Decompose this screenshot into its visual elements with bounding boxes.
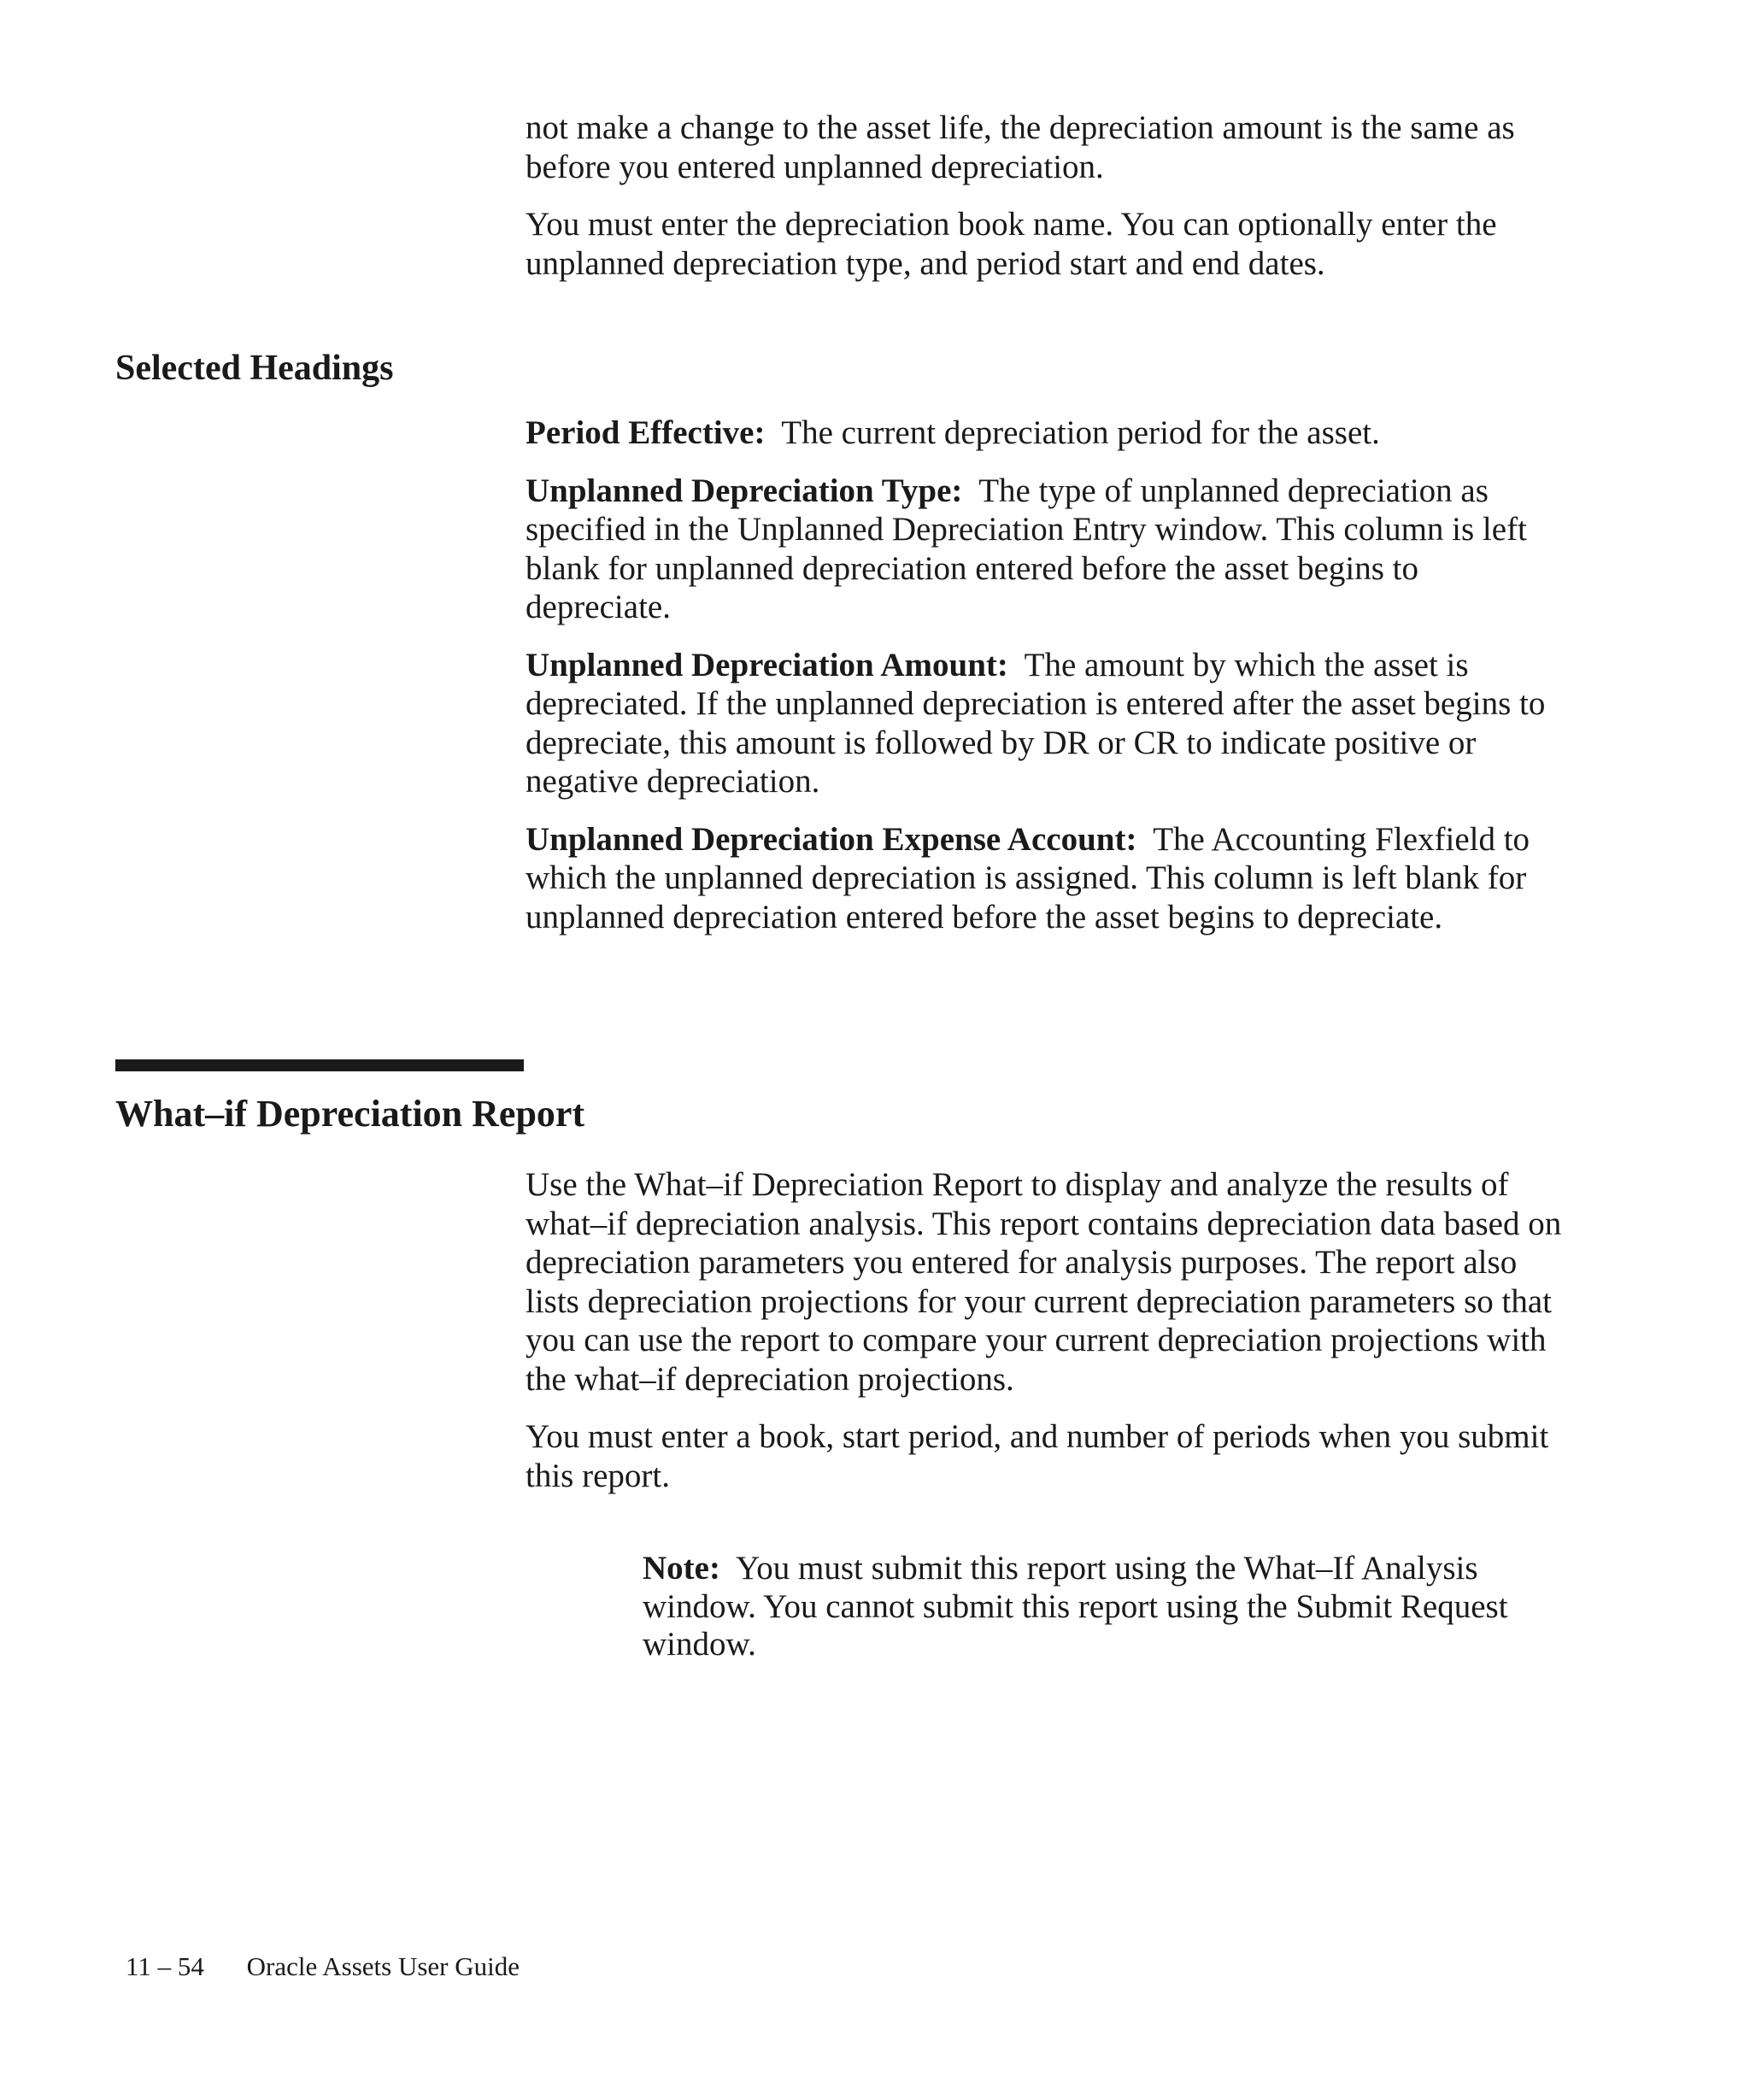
definition-item	[526, 414, 1564, 453]
definition-term: Unplanned Depreciation Type:	[526, 472, 963, 509]
section-title: What–if Depreciation Report	[115, 1093, 585, 1135]
intro-paragraph: You must enter the depreciation book name. You can optionally enter the unplanned depreciation type, and period start and end dates.	[526, 206, 1497, 282]
definition-item	[526, 646, 1564, 801]
definition-term: Unplanned Depreciation Amount:	[526, 646, 1008, 683]
definition-item	[526, 820, 1564, 937]
report-description	[526, 1165, 1564, 1495]
definition-term: Period Effective:	[526, 414, 766, 451]
definition-text: The amount by which the asset is depreciated. If the unplanned depreciation is entered after the asset begins to depreciate, this amount is followed by DR or CR to indicate positive or negative depreciation.	[526, 646, 1546, 800]
note-block	[643, 1550, 1557, 1664]
intro-text	[526, 109, 1564, 283]
intro-paragraph: not make a change to the asset life, the depreciation amount is the same as before you entered unplanned depreciation.	[526, 109, 1515, 185]
definition-text: The type of unplanned depreciation as specified in the Unplanned Depreciation Entry window. This column is left blank for unplanned depreciation entered before the asset begins to depreciate.	[526, 472, 1527, 625]
definition-text: The current depreciation period for the asset.	[781, 414, 1380, 451]
selected-headings-title: Selected Headings	[115, 349, 394, 388]
book-title: Oracle Assets User Guide	[246, 1951, 520, 1981]
section-divider-rule	[115, 1059, 524, 1071]
page-number: 11 – 54	[126, 1951, 204, 1981]
definition-term: Unplanned Depreciation Expense Account:	[526, 820, 1137, 858]
note-text: You must submit this report using the What–If Analysis window. You cannot submit this report using the Submit Request window.	[643, 1550, 1508, 1663]
headings-definition-list	[526, 414, 1564, 936]
report-paragraph: You must enter a book, start period, and number of periods when you submit this report.	[526, 1418, 1549, 1494]
note-label: Note:	[643, 1550, 720, 1587]
page-footer	[126, 1950, 520, 1984]
definition-item	[526, 472, 1564, 627]
definition-text: The Accounting Flexfield to which the unplanned depreciation is assigned. This column is left blank for unplanned depreciation entered before the asset begins to depreciate.	[526, 820, 1530, 936]
report-paragraph: Use the What–if Depreciation Report to display and analyze the results of what–if depreciation analysis. This report contains depreciation data based on depreciation parameters you entered for analysis purposes. The report also lists depreciation projections for your current depreciation parameters so that you can use the report to compare your current depreciation projections with the what–if depreciation projections.	[526, 1166, 1562, 1398]
